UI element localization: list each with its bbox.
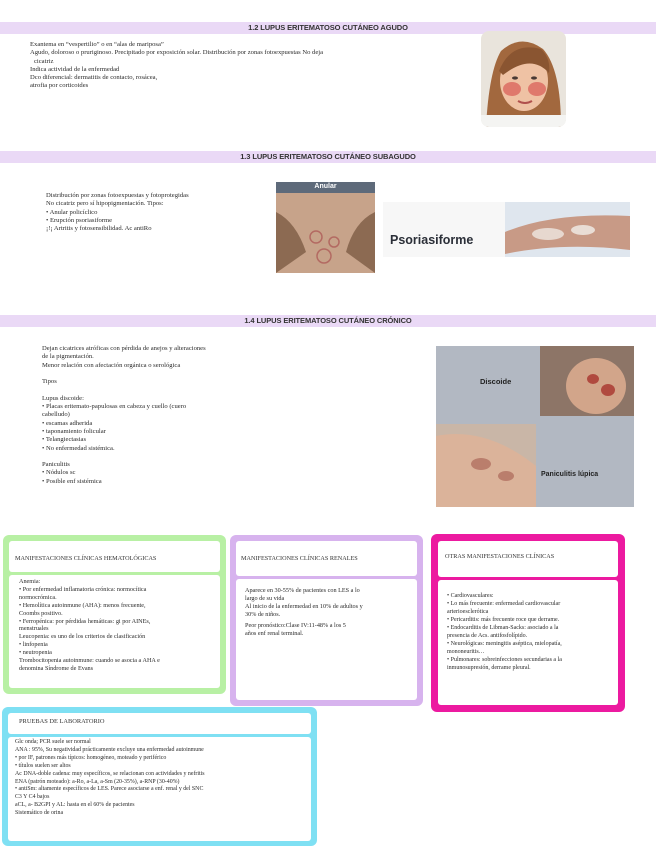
section-title: 1.2 LUPUS ERITEMATOSO CUTÁNEO AGUDO — [248, 23, 408, 32]
text-line: • Neurológicas: meningitis aséptica, mielopatía, — [447, 641, 562, 647]
box-other — [431, 534, 625, 712]
text-line: • Placas eritemato-papulosas en cabeza y cuello (cuero — [42, 403, 187, 411]
text-line: Sistemático de orina — [15, 810, 64, 817]
text-line: menstruales — [19, 625, 49, 633]
section-header-band — [0, 151, 656, 163]
text-line: Menor relación con afectación orgánica o serológica — [42, 361, 181, 369]
text-line: Peor pronóstico:Clase IV:11-48% a los 5 — [245, 621, 346, 629]
text-line: Distribución por zonas fotoexpuestas y fotoprotegidas — [46, 192, 189, 199]
text-line: No cicatriz pero sí hipopigmentación. Tipos: — [46, 200, 164, 208]
box-title-panel — [236, 541, 417, 576]
text-line: Lupus discoide: — [42, 394, 84, 402]
photo-psoriasiform — [383, 202, 630, 257]
box-body — [15, 739, 205, 818]
text-line: • Nódulos sc — [42, 469, 76, 477]
text-line: • antiSm: altamente específicos de LES. Parece asociarse a enf. renal y del SNC — [15, 786, 204, 793]
text-line: • Anular policíclico — [46, 208, 98, 216]
text-line: • taponamiento folicular — [42, 427, 106, 435]
photo-label: Paniculitis lúpica — [541, 471, 599, 478]
text-line: • escamas adherida — [42, 419, 93, 427]
section-text — [30, 41, 323, 91]
section-text — [42, 345, 206, 486]
text-line: Trombocitopenia autoinmune: cuando se asocia a AHA e — [19, 657, 160, 665]
text-line: • Hemolítica autoinmune (AHA): menos frecuente, — [19, 601, 146, 609]
text-line: normocrómica. — [19, 593, 57, 601]
text-line: arterioesclerótica — [447, 609, 489, 615]
text-line: • linfopenia — [19, 641, 48, 649]
text-line: Aparece en 30-55% de pacientes con LES a lo — [245, 587, 360, 594]
text-line: cicatriz — [34, 57, 54, 65]
text-line: 30% de niños. — [245, 610, 281, 618]
text-line: • Lo más frecuente: enfermedad cardiovascular — [447, 601, 561, 607]
text-line: Al inicio de la enfermedad en 10% de adultos y — [245, 602, 363, 610]
text-line: • Erupción psoriasiforme — [46, 216, 113, 224]
box-title-panel — [438, 541, 618, 577]
text-line: Dco diferencial: dermatitis de contacto, rosácea, — [30, 74, 158, 82]
box-body-panel — [236, 579, 417, 700]
photo-annular — [276, 182, 375, 273]
box-body — [245, 587, 363, 637]
text-line: Coombs positivo. — [19, 609, 63, 617]
text-line: • Telangiectasias — [42, 436, 87, 444]
section-title: 1.3 LUPUS ERITEMATOSO CUTÁNEO SUBAGUDO — [240, 152, 416, 161]
box-title-panel — [9, 541, 220, 572]
box-laboratory — [2, 707, 317, 846]
text-line: Indica actividad de la enfermedad — [30, 65, 120, 73]
text-line: • Pericarditis: más frecuente roce que derrame. — [447, 617, 560, 623]
box-body-panel — [438, 580, 618, 705]
text-line: Ac DNA-doble cadena: muy específicos, se relacionan con actividades y nefritis — [15, 770, 205, 777]
photo-label: Discoide — [480, 377, 512, 386]
box-renal — [230, 535, 423, 706]
text-line: Tipos — [42, 378, 57, 386]
text-line — [42, 386, 206, 394]
text-line: ANA : 95%, Su negatividad prácticamente excluye una enfermedad autoinmune — [15, 746, 204, 753]
section-text — [46, 192, 189, 233]
text-line: presencia de Acs. antifosfolípido. — [447, 633, 528, 639]
text-line: cabelludo) — [42, 411, 70, 419]
box-title: OTRAS MANIFESTACIONES CLÍNICAS — [445, 553, 555, 560]
text-line: ¡!¡ Artritis y fotosensibilidad. Ac antiRo — [46, 225, 152, 233]
section-header-band — [0, 315, 656, 327]
text-line: • por IF, patrones más típicos: homogéneo, moteado y periférico — [15, 754, 167, 761]
photo-butterfly-rash — [481, 31, 566, 127]
box-body-panel — [9, 575, 220, 688]
text-line: C3 Y C4 bajos — [15, 794, 50, 801]
text-line: • Por enfermedad inflamatoria crónica: normocítica — [19, 585, 147, 593]
text-line: • Cardiovasculares: — [447, 593, 494, 599]
text-line: atrofia por corticoides — [30, 82, 89, 90]
text-line: largo de su vida — [245, 594, 285, 602]
text-line: Dejan cicatrices atróficas con pérdida de anejos y alteraciones — [42, 345, 206, 352]
text-line: • No enfermedad sistémica. — [42, 444, 115, 452]
section-title: 1.4 LUPUS ERITEMATOSO CUTÁNEO CRÓNICO — [244, 316, 412, 325]
box-title: MANIFESTACIONES CLÍNICAS HEMATOLÓGICAS — [15, 555, 157, 562]
box-body — [447, 592, 562, 672]
text-line: de la pigmentación. — [42, 353, 94, 361]
text-line: • títulos suelen ser altos — [15, 762, 71, 769]
photo-label: Anular — [314, 183, 337, 190]
text-line: • Endocarditis de Libman-Sacks: asociado a la — [447, 625, 559, 631]
text-line: • Pulmonares: sobreinfecciones secundarias a la — [447, 657, 562, 663]
text-line: denomina Síndrome de Evans — [19, 664, 94, 672]
text-line: Glc onda; PCR suele ser normal — [15, 739, 91, 745]
text-line: Paniculitis — [42, 461, 70, 469]
box-title: PRUEBAS DE LABORATORIO — [19, 718, 105, 725]
box-title: MANIFESTACIONES CLÍNICAS RENALES — [241, 555, 358, 562]
text-line: Exantema en “vespertilio” o en “alas de mariposa” — [30, 41, 164, 48]
photo-discoid-panniculitis — [436, 346, 634, 507]
text-line: • Ferropénica: por pérdidas hemáticas: gi por AINEs, — [19, 617, 151, 625]
text-line: ENA (patrón moteado): a-Ro, a-La, a-Sm (20-35%), a-RNP (30-40%) — [15, 778, 180, 785]
text-line: mononeuritis… — [447, 649, 485, 655]
text-line: Agudo, doloroso o pruriginoso. Precipitado por exposición solar. Distribución por zonas fotoexpuestas No deja — [30, 49, 324, 57]
photo-label: Psoriasiforme — [390, 233, 474, 247]
text-line: aCL, a- B2GPI y AL: hasta en el 60% de pacientes — [15, 802, 135, 809]
text-line: • neutropenia — [19, 649, 52, 657]
box-body-panel — [8, 737, 311, 841]
box-title-panel — [8, 713, 311, 734]
text-line: • Posible enf sistémica — [42, 477, 102, 485]
text-line: Leucopenia: es uno de los criterios de clasificación — [19, 633, 146, 641]
text-line: Anemia: — [19, 578, 41, 585]
text-line: inmunosupresión, derrame pleural. — [447, 665, 531, 671]
text-line: años enf renal terminal. — [245, 629, 304, 637]
text-line — [42, 370, 206, 378]
box-hematologic — [3, 535, 226, 694]
box-body — [19, 578, 160, 673]
text-line — [42, 453, 206, 461]
